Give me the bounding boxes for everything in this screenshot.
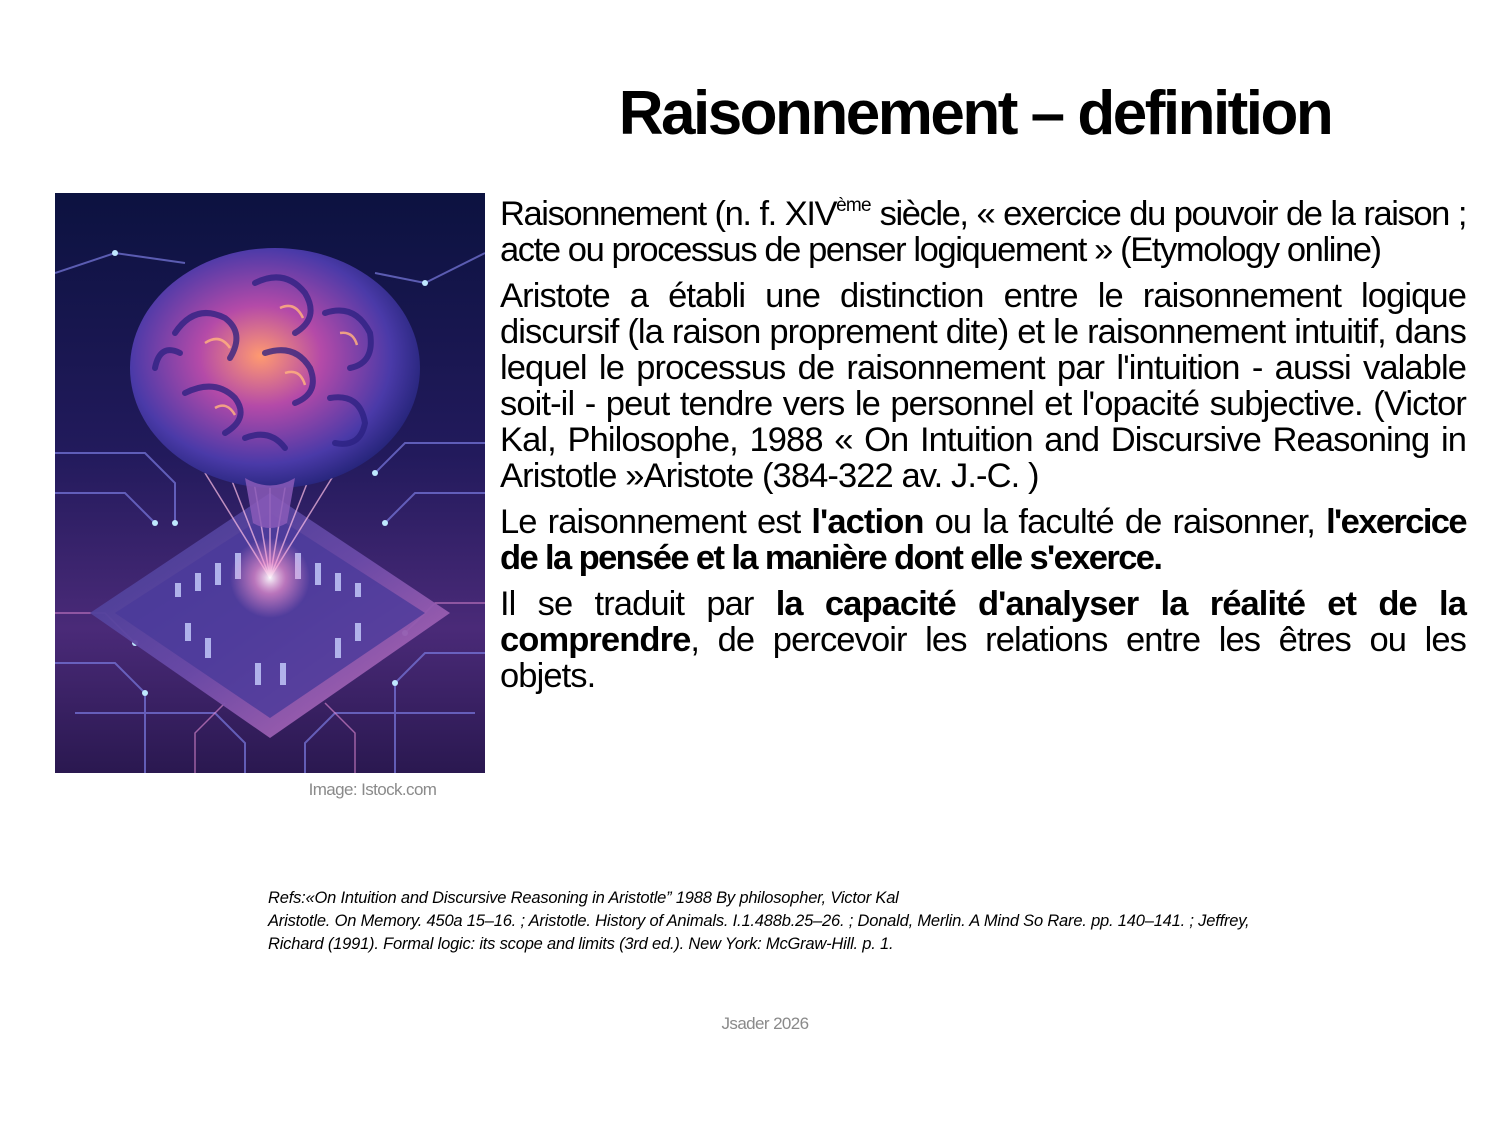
p3-text-c: ou la faculté de raisonner, — [923, 503, 1327, 541]
p3-text-a: Le raisonnement est — [500, 503, 812, 541]
definition-body — [500, 196, 1466, 704]
p1-text-a: Raisonnement (n. f. XIV — [500, 195, 837, 233]
p1-superscript: ème — [836, 195, 871, 216]
reference-line-2: Aristotle. On Memory. 450a 15–16. ; Aristotle. History of Animals. I.1.488b.25–26. ; Donald, Merlin. A Mind So Rare. pp. 140–141. ; Jeffrey, Richard (1991). Formal logic: its scope and limits (3rd ed.). New York: McGraw-Hill. p. 1. — [268, 912, 1250, 953]
paragraph-action — [500, 504, 1466, 576]
references — [268, 887, 1308, 956]
paragraph-capacite — [500, 586, 1466, 694]
reference-line-1: Refs:«On Intuition and Discursive Reasoning in Aristotle” 1988 By philosopher, Victor Kal — [268, 889, 899, 907]
p4-bold-capacite: la capacité d'analyser la réalité et de la comprendre — [500, 585, 1466, 659]
paragraph-etymology — [500, 196, 1466, 268]
brain-circuit-image — [55, 193, 485, 773]
paragraph-aristote: Aristote a établi une distinction entre le raisonnement logique discursif (la raison proprement dite) et le raisonnement intuitif, dans lequel le processus de raisonnement par l'intuition - aussi valable soit-il - peut tendre vers le personnel et l'opacité subjective. (Victor Kal, Philosophe, 1988 « On Intuition and Discursive Reasoning in Aristotle »Aristote (384-322 av. J.-C. ) — [500, 277, 1466, 495]
footer-credit: Jsader 2026 — [721, 1014, 809, 1033]
p4-text-c: , de percevoir les relations entre les êtres ou les objets. — [500, 621, 1466, 695]
image-credit: Image: Istock.com — [308, 780, 437, 799]
slide-title: Raisonnement – definition — [618, 79, 1332, 148]
p1-text-b: siècle, « exercice du pouvoir de la raison ; acte ou processus de penser logiquement » (Etymology online) — [500, 195, 1467, 269]
p4-text-a: Il se traduit par — [500, 585, 776, 623]
p3-bold-action: l'action — [811, 503, 924, 541]
p3-bold-exercice: l'exercice de la pensée et la manière dont elle s'exerce. — [500, 503, 1466, 577]
